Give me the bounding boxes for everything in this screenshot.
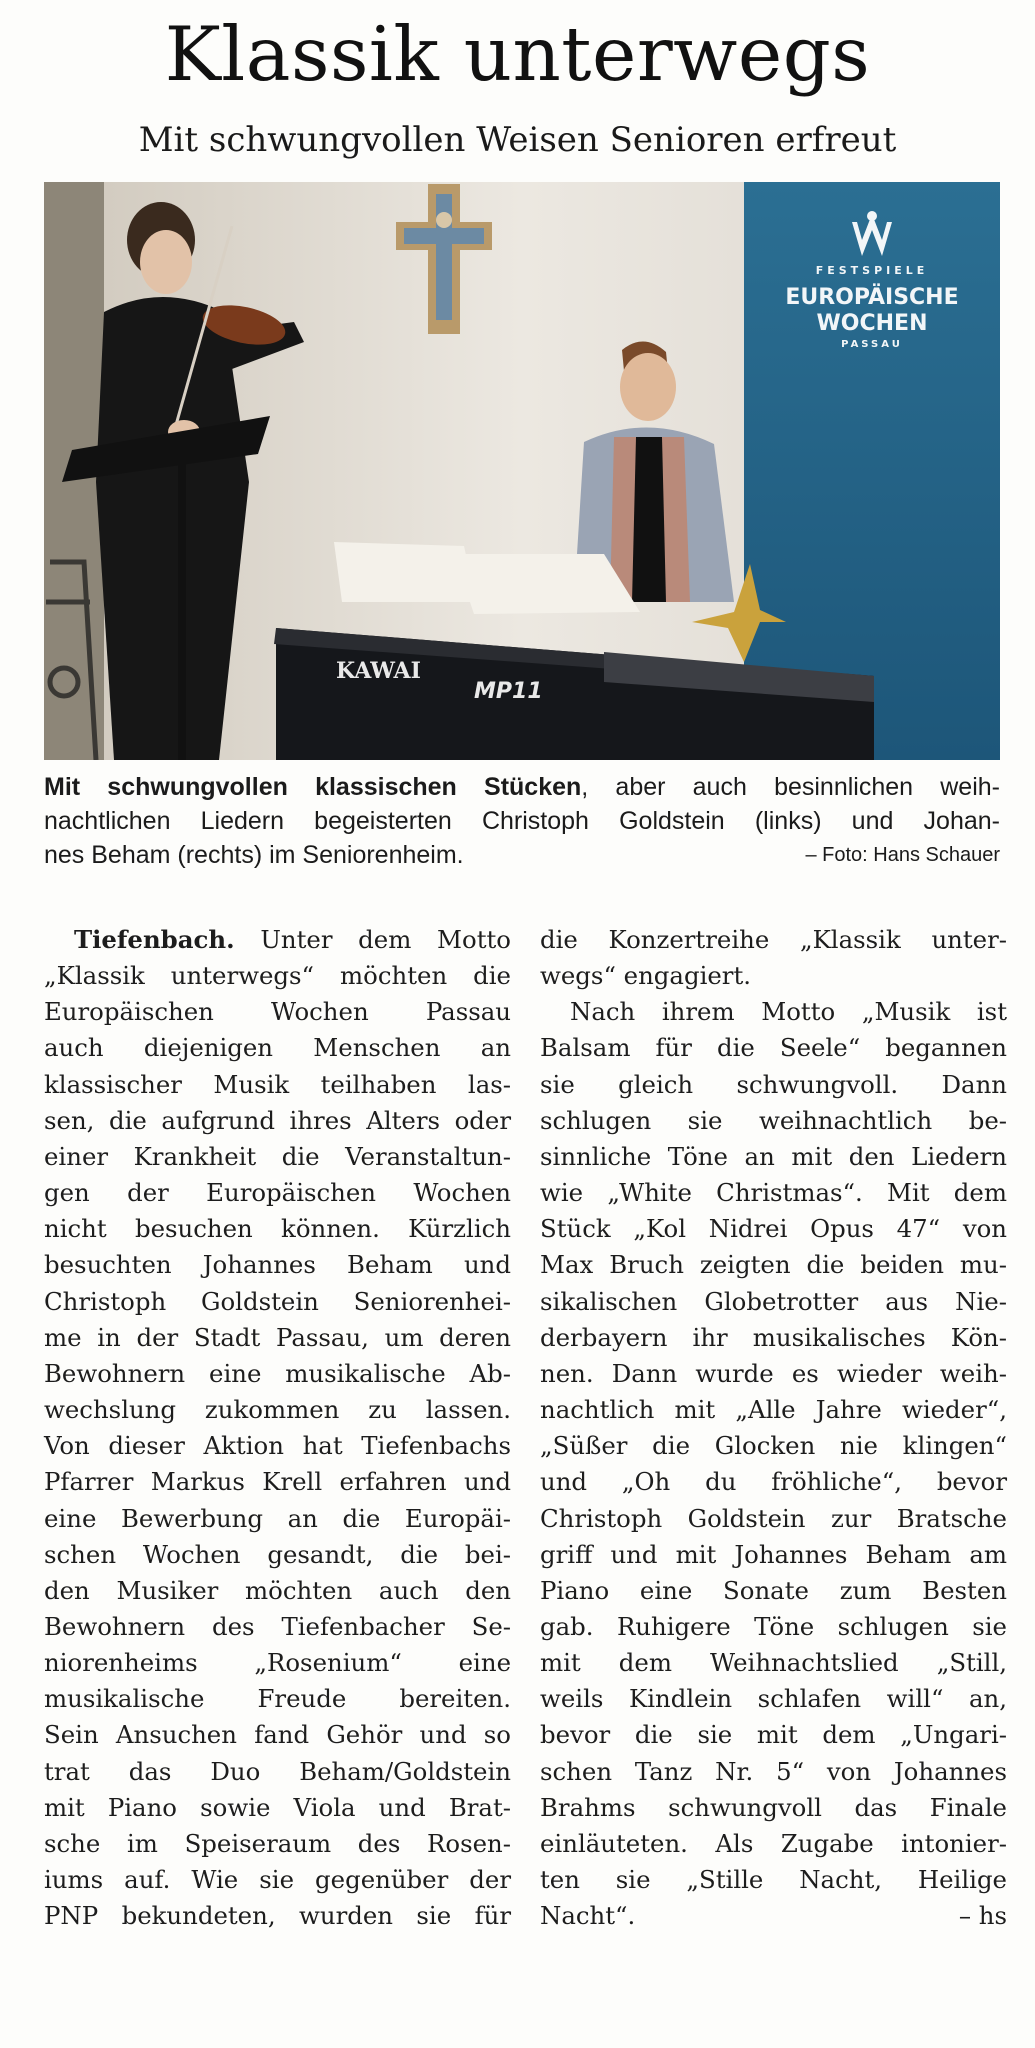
caption-line-1 — [44, 770, 1000, 804]
keyboard-model: MP11 — [474, 679, 543, 704]
column-line: schen Tanz Nr. 5“ von Johannes — [540, 1756, 1007, 1786]
column-line: einer Krankheit die Veranstaltun- — [44, 1141, 511, 1171]
column-line: ten sie „Stille Nacht, Heilige — [540, 1865, 1007, 1895]
column-line: Brahms schwungvoll das Finale — [540, 1792, 1007, 1822]
column-line: Piano eine Sonate zum Besten — [540, 1575, 1007, 1605]
column-line: besuchten Johannes Beham und — [44, 1250, 511, 1280]
column-line: „Klassik unterwegs“ möchten die — [44, 961, 511, 991]
column-line: Europäischen Wochen Passau — [44, 997, 511, 1027]
column-line: wie „White Christmas“. Mit dem — [540, 1178, 1007, 1208]
banner-line-1: FESTSPIELE — [815, 264, 929, 277]
keyboard-brand: KAWAI — [336, 658, 421, 684]
column-line: schen Wochen gesandt, die bei- — [44, 1539, 511, 1569]
column-line: mit Piano sowie Viola und Brat- — [44, 1792, 511, 1822]
column-line: musikalische Freude bereiten. — [44, 1684, 511, 1714]
column-line: Nach ihrem Motto „Musik ist — [570, 997, 1007, 1027]
column-line: sie gleich schwungvoll. Dann — [540, 1069, 1007, 1099]
column-line: bevor die sie mit dem „Ungari- — [540, 1720, 1007, 1750]
column-line: gen der Europäischen Wochen — [44, 1178, 511, 1208]
column-line: PNP bekundeten, wurden sie für — [44, 1901, 511, 1931]
column-line: nachtlich mit „Alle Jahre wieder“, — [540, 1395, 1007, 1425]
photo-credit: – Foto: Hans Schauer — [805, 844, 1000, 866]
column-line-text: Unter dem Motto — [234, 925, 511, 954]
column-line: me in der Stadt Passau, um deren — [44, 1322, 511, 1352]
caption-line-2: nachtlichen Liedern begeisterten Christoph Goldstein (links) und Johan- — [44, 807, 1000, 835]
column-line: Bewohnern eine musikalische Ab- — [44, 1358, 511, 1388]
column-line: Balsam für die Seele“ begannen — [540, 1033, 1007, 1063]
column-line — [44, 922, 511, 958]
column-line: klassischer Musik teilhaben las- — [44, 1069, 511, 1099]
caption-line-1-rest: , aber auch besinnlichen weih- — [581, 773, 1000, 801]
column-line: niorenheims „Rosenium“ eine — [44, 1648, 511, 1678]
column-line: den Musiker möchten auch den — [44, 1575, 511, 1605]
column-line-final — [540, 1898, 1007, 1934]
column-line: nen. Dann wurde es wieder weih- — [540, 1358, 1007, 1388]
column-line: mit dem Weihnachtslied „Still, — [540, 1648, 1007, 1678]
column-line: sche im Speiseraum des Rosen- — [44, 1828, 511, 1858]
column-line: schlugen sie weihnachtlich be- — [540, 1105, 1007, 1135]
column-line: Stück „Kol Nidrei Opus 47“ von — [540, 1214, 1007, 1244]
subheadline: Mit schwungvollen Weisen Senioren erfreut — [138, 120, 897, 160]
column-line: Von dieser Aktion hat Tiefenbachs — [44, 1431, 511, 1461]
sheet-music-left — [334, 542, 476, 602]
banner-line-3: WOCHEN — [816, 311, 928, 336]
column-line: einläuteten. Als Zugabe intonier- — [540, 1828, 1007, 1858]
column-line: nicht besuchen können. Kürzlich — [44, 1214, 511, 1244]
article-lead-word: Tiefenbach. — [74, 925, 235, 954]
column-line: „Süßer die Glocken nie klingen“ — [540, 1431, 1007, 1461]
column-line: sinnliche Töne an mit den Liedern — [540, 1141, 1007, 1171]
column-line: wechslung zukommen zu lassen. — [44, 1395, 511, 1425]
column-line: eine Bewerbung an die Europäi- — [44, 1503, 511, 1533]
article-column-right — [540, 922, 1007, 1934]
article-photo — [44, 182, 1000, 760]
column-line: weils Kindlein schlafen will“ an, — [540, 1684, 1007, 1714]
author-signature: – hs — [958, 1901, 1007, 1931]
column-line: griff und mit Johannes Beham am — [540, 1539, 1007, 1569]
column-line: iums auf. Wie sie gegenüber der — [44, 1865, 511, 1895]
column-line: auch diejenigen Menschen an — [44, 1033, 511, 1063]
column-line: Pfarrer Markus Krell erfahren und — [44, 1467, 511, 1497]
column-line: wegs“ engagiert. — [540, 961, 752, 991]
column-line: Christoph Goldstein zur Bratsche — [540, 1503, 1007, 1533]
banner-line-4: PASSAU — [841, 339, 903, 350]
column-line-text: Nacht“. — [540, 1901, 636, 1931]
headline: Klassik unterwegs — [164, 10, 871, 98]
column-line: Christoph Goldstein Seniorenhei- — [44, 1286, 511, 1316]
column-line: gab. Ruhigere Töne schlugen sie — [540, 1611, 1007, 1641]
column-line: und „Oh du fröhliche“, bevor — [540, 1467, 1007, 1497]
column-line: derbayern ihr musikalisches Kön- — [540, 1322, 1007, 1352]
column-line: Max Bruch zeigten die beiden mu- — [540, 1250, 1007, 1280]
caption-line-3-text: nes Beham (rechts) im Seniorenheim. — [44, 841, 464, 869]
column-line: sen, die aufgrund ihres Alters oder — [44, 1105, 511, 1135]
banner-line-2: EUROPÄISCHE — [785, 285, 959, 310]
column-line: Sein Ansuchen fand Gehör und so — [44, 1720, 511, 1750]
column-line: Bewohnern des Tiefenbacher Se- — [44, 1611, 511, 1641]
caption-lead: Mit schwungvollen klassischen Stücken — [44, 773, 582, 801]
column-line: sikalischen Globetrotter aus Nie- — [540, 1286, 1007, 1316]
caption-line-3 — [44, 838, 1000, 872]
photo-caption — [44, 770, 1000, 872]
column-line: die Konzertreihe „Klassik unter- — [540, 925, 1007, 954]
article-column-left — [44, 922, 511, 1934]
column-line: trat das Duo Beham/Goldstein — [44, 1756, 511, 1786]
